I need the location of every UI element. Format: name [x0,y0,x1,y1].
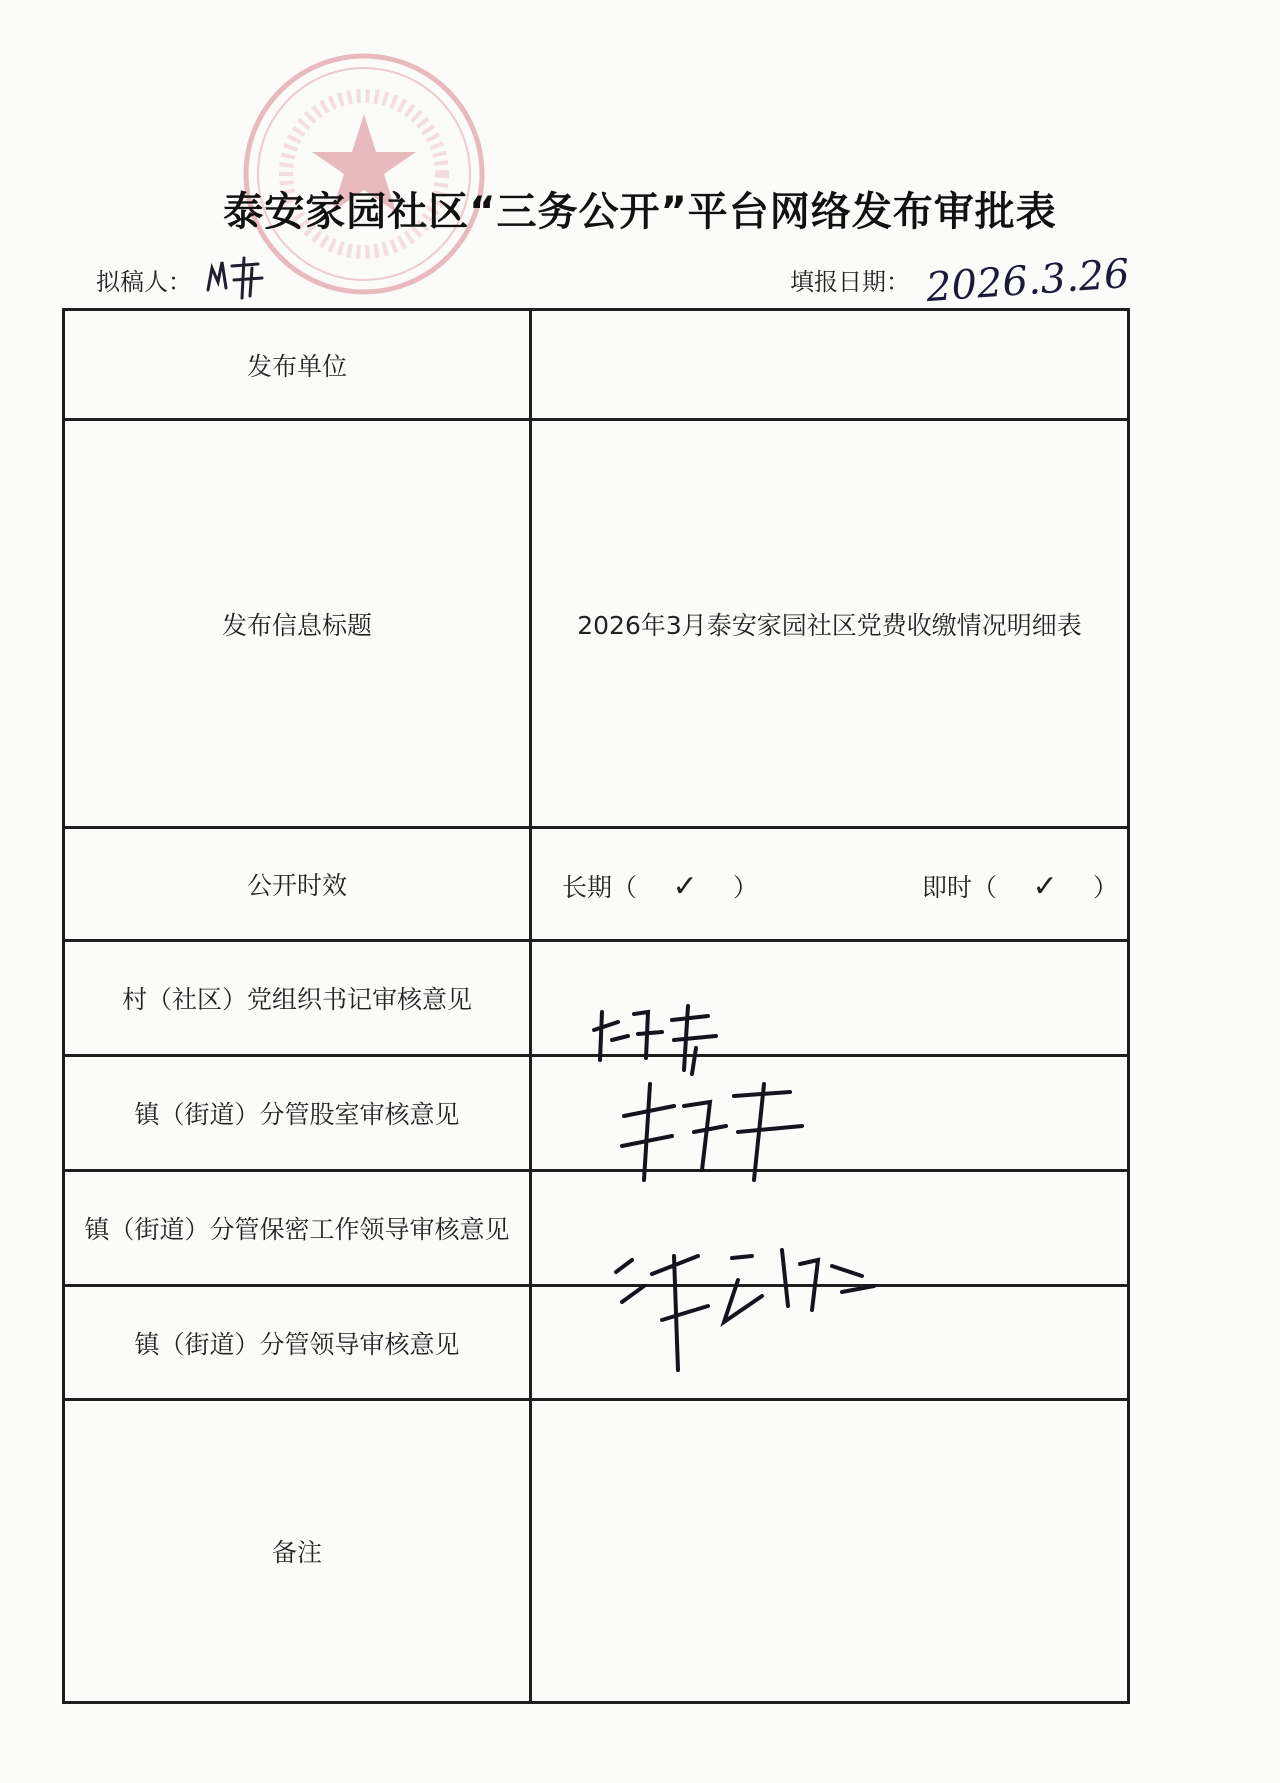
row-info-title [64,420,1129,828]
instant-check: ✓ [1032,869,1058,904]
remarks-value [531,1400,1129,1703]
publisher-unit-value [531,310,1129,420]
row-timeliness [64,828,1129,941]
info-title-label: 发布信息标题 [64,420,531,828]
long-term-check: ✓ [672,869,698,904]
secrecy-review-label: 镇（街道）分管保密工作领导审核意见 [64,1171,531,1286]
dept-signature [614,1076,814,1186]
date-label: 填报日期： [790,268,910,296]
secretary-signature [588,1000,728,1080]
instant-option: 即时（ ✓ ） [922,869,1119,904]
drafter-signature [200,252,270,302]
secretary-review-label: 村（社区）党组织书记审核意见 [64,941,531,1056]
timeliness-options [531,828,1129,941]
row-remarks [64,1400,1129,1703]
drafter-label: 拟稿人： [96,268,192,296]
info-title-value: 2026年3月泰安家园社区党费收缴情况明细表 [531,420,1129,828]
dept-review-label: 镇（街道）分管股室审核意见 [64,1056,531,1171]
row-secrecy-review [64,1171,1129,1286]
leader-review-label: 镇（街道）分管领导审核意见 [64,1286,531,1400]
remarks-label: 备注 [64,1400,531,1703]
long-term-option: 长期（ ✓ ） [562,869,759,904]
timeliness-label: 公开时效 [64,828,531,941]
publisher-unit-label: 发布单位 [64,310,531,420]
secrecy-signature [612,1236,882,1376]
row-leader-review [64,1286,1129,1400]
date-value: 2026.3.26 [924,250,1131,312]
official-seal [238,48,490,300]
form-title: 泰安家园社区“三务公开”平台网络发布审批表 [223,189,1057,235]
row-publisher-unit [64,310,1129,420]
